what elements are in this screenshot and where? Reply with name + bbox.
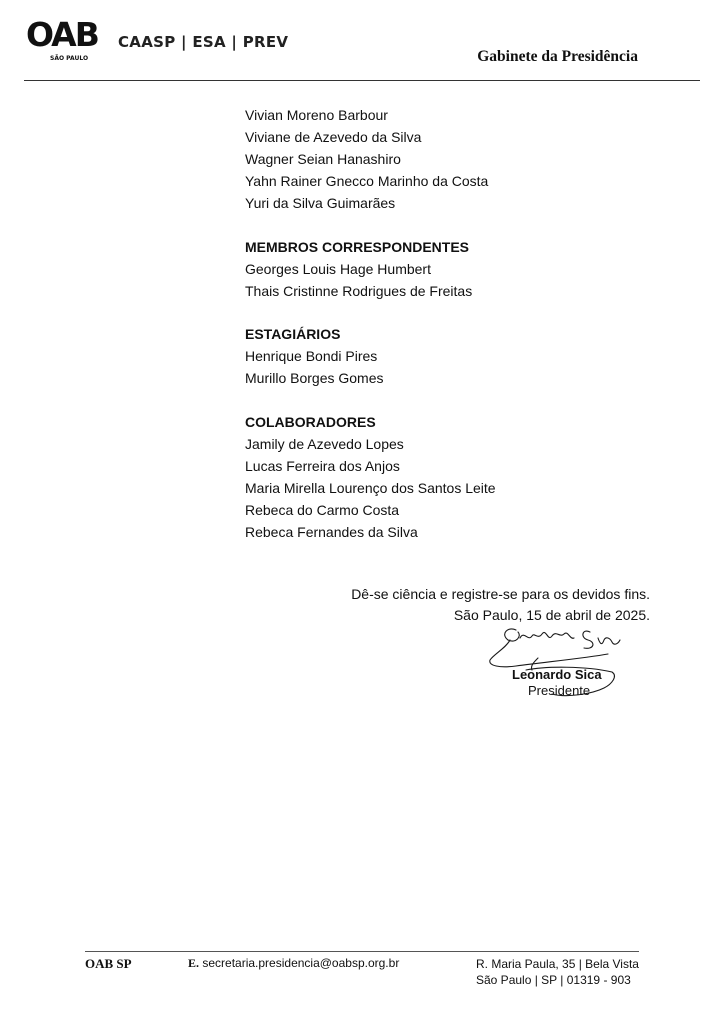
header-divider bbox=[24, 80, 700, 81]
list-item: Viviane de Azevedo da Silva bbox=[245, 129, 422, 145]
closing-statement: Dê-se ciência e registre-se para os devidos fins. bbox=[351, 586, 650, 602]
oab-logo bbox=[26, 15, 102, 66]
list-item: Yahn Rainer Gnecco Marinho da Costa bbox=[245, 173, 489, 189]
section-membros-correspondentes bbox=[245, 236, 665, 302]
list-item: Maria Mirella Lourenço dos Santos Leite bbox=[245, 479, 496, 496]
list-item: Vivian Moreno Barbour bbox=[245, 107, 388, 123]
list-item: Rebeca Fernandes da Silva bbox=[245, 523, 418, 540]
email-address[interactable]: secretaria.presidencia@oabsp.org.br bbox=[202, 956, 400, 970]
continued-name-list bbox=[245, 104, 665, 214]
member-lists bbox=[245, 104, 665, 543]
closing-date: São Paulo, 15 de abril de 2025. bbox=[453, 607, 650, 623]
signer-role: Presidente bbox=[528, 683, 591, 698]
list-item: Lucas Ferreira dos Anjos bbox=[245, 457, 400, 474]
section-heading: MEMBROS CORRESPONDENTES bbox=[245, 238, 470, 255]
list-item: Rebeca do Carmo Costa bbox=[245, 501, 400, 518]
list-item: Murillo Borges Gomes bbox=[245, 370, 384, 386]
email-label: E. bbox=[188, 956, 200, 970]
section-heading: ESTAGIÁRIOS bbox=[245, 326, 341, 342]
section-estagiarios bbox=[245, 323, 665, 389]
list-item: Jamily de Azevedo Lopes bbox=[245, 435, 404, 452]
address-line-1: R. Maria Paula, 35 | Bela Vista bbox=[476, 957, 639, 971]
section-colaboradores bbox=[245, 411, 665, 543]
signer-name: Leonardo Sica bbox=[512, 667, 602, 682]
footer-address bbox=[476, 956, 639, 988]
address-line-2: São Paulo | SP | 01319 - 903 bbox=[476, 973, 631, 987]
logo-subtext: SÃO PAULO bbox=[50, 55, 89, 62]
footer-organization: OAB SP bbox=[85, 956, 132, 971]
footer-divider bbox=[85, 951, 639, 952]
logo-text: OAB bbox=[26, 15, 98, 54]
list-item: Wagner Seian Hanashiro bbox=[245, 151, 401, 167]
brand-names: CAASP | ESA | PREV bbox=[118, 33, 289, 51]
list-item: Georges Louis Hage Humbert bbox=[245, 260, 431, 277]
list-item: Yuri da Silva Guimarães bbox=[245, 195, 396, 211]
section-heading: COLABORADORES bbox=[245, 413, 376, 430]
list-item: Henrique Bondi Pires bbox=[245, 348, 378, 364]
office-title: Gabinete da Presidência bbox=[477, 48, 638, 65]
footer-email bbox=[188, 956, 399, 971]
list-item: Thais Cristinne Rodrigues de Freitas bbox=[245, 282, 473, 299]
